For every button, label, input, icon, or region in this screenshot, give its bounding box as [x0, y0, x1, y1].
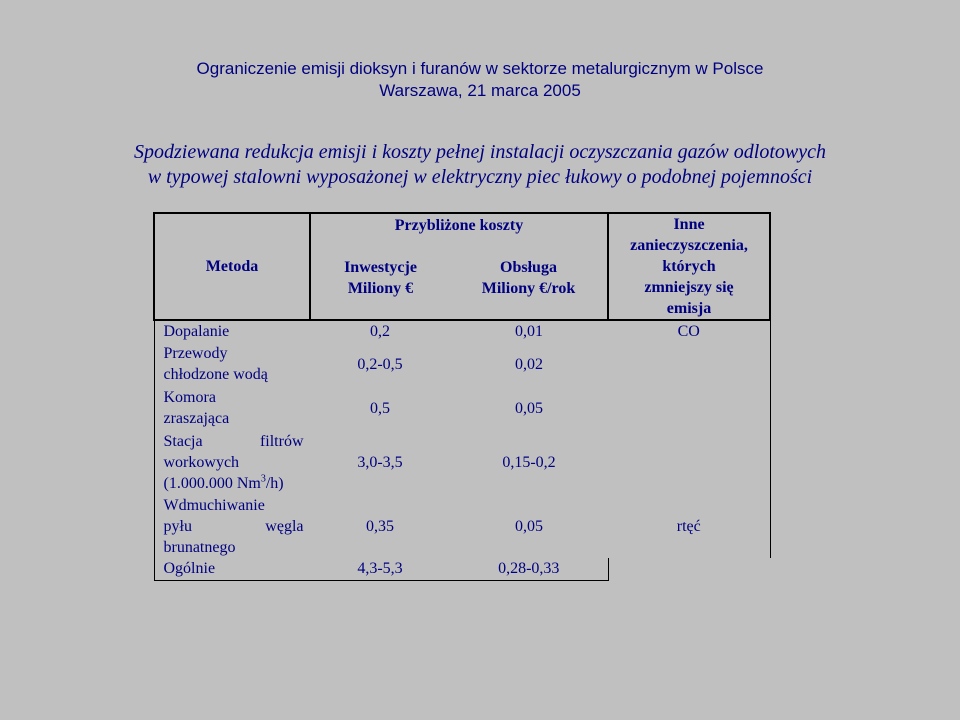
method-cell: Ogólnie: [154, 558, 310, 580]
presentation-header-title: Ograniczenie emisji dioksyn i furanów w sektorze metalurgicznym w Polsce: [196, 59, 764, 78]
header-inwestycje-line: Inwestycje: [344, 259, 417, 277]
investment-cell: 0,2-0,5: [357, 355, 403, 373]
operation-cell: 0,01: [515, 323, 543, 340]
other-pollutants-cell: CO: [608, 320, 770, 342]
header-inne-line: Inne: [673, 216, 705, 233]
method-line: Wdmuchiwanie: [163, 496, 265, 514]
method-cell: Dopalanie: [154, 320, 310, 342]
header-metoda: Metoda: [154, 213, 310, 320]
header-obsluga-line: Miliony €/rok: [481, 280, 576, 298]
method-line: Przewody: [163, 345, 228, 362]
header-inne-zanieczyszczenia: [608, 213, 770, 320]
operation-cell: 0,15-0,2: [502, 453, 556, 471]
table-row: [154, 342, 770, 386]
investment-cell: 0,35: [366, 517, 394, 535]
other-pollutants-cell: [608, 558, 770, 580]
superscript-3: 3: [260, 473, 266, 485]
method-line: workowych: [163, 453, 240, 471]
operation-cell: 0,05: [515, 517, 543, 535]
other-pollutants-cell: [608, 430, 770, 494]
header-obsluga: [450, 238, 608, 320]
header-przyblizone-koszty: Przybliżone koszty: [310, 213, 608, 238]
method-line: [164, 473, 311, 494]
operation-cell: 0,05: [515, 399, 543, 417]
method-cell: [154, 386, 310, 430]
method-line-part: (1.000.000 Nm: [163, 474, 261, 492]
other-pollutants-cell: rtęć: [608, 494, 770, 558]
table-row: [154, 558, 770, 580]
operation-cell: 0,28-0,33: [450, 558, 608, 580]
method-line: pyłu węgla: [163, 517, 304, 535]
method-line: chłodzone wodą: [163, 366, 268, 383]
method-cell: [154, 430, 310, 494]
slide-subtitle-line-2: w typowej stalowni wyposażonej w elektryczny piec łukowy o podobnej pojemności: [147, 166, 813, 188]
method-cell: [154, 494, 310, 558]
investment-cell: 0,5: [370, 399, 390, 417]
table-row: [154, 320, 770, 342]
investment-cell: 4,3-5,3: [310, 558, 450, 580]
other-pollutants-cell: [608, 342, 770, 386]
method-line-part: /h): [265, 474, 284, 492]
table-row: [154, 430, 770, 494]
cost-table: [153, 212, 771, 581]
presentation-header-date: Warszawa, 21 marca 2005: [379, 81, 581, 100]
header-inne-line: zmniejszy się: [644, 279, 734, 296]
operation-cell: 0,02: [515, 355, 543, 373]
header-inne-line: zanieczyszczenia,: [630, 237, 748, 254]
method-line: Komora: [163, 389, 216, 406]
method-cell: [154, 342, 310, 386]
method-line: zraszająca: [163, 410, 230, 427]
table-row: [154, 494, 770, 558]
header-obsluga-line: Obsługa: [500, 259, 557, 277]
header-inne-line: emisja: [666, 300, 712, 317]
investment-cell: 0,2: [370, 323, 390, 340]
table-row: [154, 386, 770, 430]
investment-cell: 3,0-3,5: [357, 453, 403, 471]
header-inne-line: których: [662, 258, 716, 275]
header-inwestycje-line: Miliony €: [347, 280, 414, 298]
other-pollutants-cell: [608, 386, 770, 430]
method-line: Stacja filtrów: [163, 432, 304, 450]
slide-subtitle-line-1: Spodziewana redukcja emisji i koszty pełnej instalacji oczyszczania gazów odlotowych: [134, 141, 826, 163]
header-inwestycje: [310, 238, 450, 320]
method-line: brunatnego: [163, 538, 236, 556]
